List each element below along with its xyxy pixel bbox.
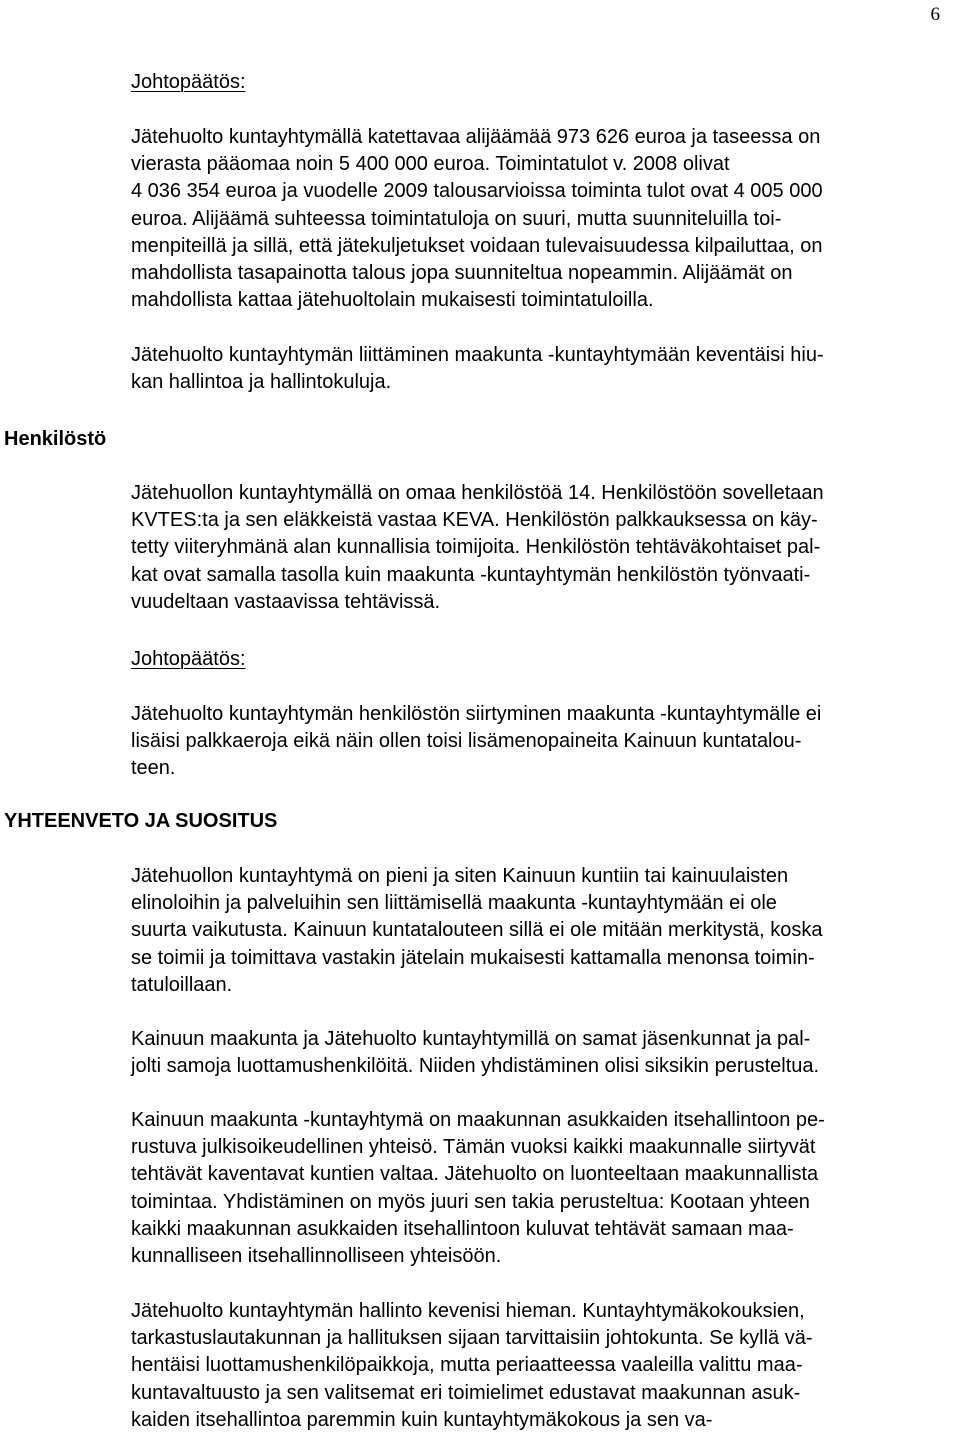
conclusion-heading: Johtopäätös: <box>131 71 246 93</box>
summary-paragraph-1: Jätehuollon kuntayhtymä on pieni ja siten Kainuun kuntiin tai kainuulaisten elinoloihin ja palveluihin sen liittämisellä maakunta -kuntayhtymään ei ole suurta vaikutusta. Kainuun kuntatalouteen sillä ei ole mitään merkitystä, koska se toimii ja toimittava vastakin jätelain mukaisesti kattamalla menonsa toimin- tatuloillaan. <box>131 865 823 996</box>
staff-paragraph: Jätehuollon kuntayhtymällä on omaa henkilöstöä 14. Henkilöstöön sovelletaan KVTES:ta ja sen eläkkeistä vastaa KEVA. Henkilöstön palkkauksessa on käy- tetty viiteryhmänä alan kunnallisia toimijoita. Henkilöstön tehtäväkohtaiset pal- kat ovat samalla tasolla kuin maakunta -kuntayhtymän henkilöstön työnvaati- vuudeltaan vastaavissa tehtävissä. <box>131 482 824 613</box>
section-heading-summary: YHTEENVETO JA SUOSITUS <box>4 810 278 832</box>
section-heading-henkilosto: Henkilöstö <box>4 428 107 450</box>
staff-conclusion-paragraph: Jätehuolto kuntayhtymän henkilöstön siirtyminen maakunta -kuntayhtymälle ei lisäisi palkkaeroja eikä näin ollen toisi lisämenopaineita Kainuun kuntatalou- teen. <box>131 703 822 780</box>
finance-conclusion-paragraph: Jätehuolto kuntayhtymällä katettavaa alijäämää 973 626 euroa ja taseessa on vierasta pääomaa noin 5 400 000 euroa. Toimintatulot v. 2008 olivat 4 036 354 euroa ja vuodelle 2009 talousarvioissa toiminta tulot ovat 4 005 000 euroa. Alijäämä suhteessa toimintatuloja on suuri, mutta suunniteluilla toi- menpiteillä ja sillä, että jätekuljetukset voidaan tulevaisuudessa kilpailuttaa, on mahdollista tasapainotta talous jopa suunniteltua nopeammin. Alijäämät on mahdollista kattaa jätehuoltolain mukaisesti toimintatuloilla. <box>131 126 823 312</box>
conclusion-heading: Johtopäätös: <box>131 648 246 670</box>
admin-costs-paragraph: Jätehuolto kuntayhtymän liittäminen maakunta -kuntayhtymään keventäisi hiu- kan hallintoa ja hallintokuluja. <box>131 344 824 394</box>
page-number: 6 <box>930 4 940 25</box>
summary-paragraph-2: Kainuun maakunta ja Jätehuolto kuntayhtymillä on samat jäsenkunnat ja pal- jolti samoja luottamushenkilöitä. Niiden yhdistäminen olisi siksikin perusteltua. <box>131 1028 820 1078</box>
summary-paragraph-4: Jätehuolto kuntayhtymän hallinto kevenisi hieman. Kuntayhtymäkokouksien, tarkastuslautakunnan ja hallituksen sijaan tarvittaisiin johtokunta. Se kyllä vä- hentäisi luottamushenkilöpaikkoja, mutta periaatteessa vaaleilla valittu maa- kuntavaltuusto ja sen valitsemat eri toimielimet edustavat maakunnan asuk- kaiden itsehallintoa paremmin kuin kuntayhtymäkokous ja sen va- <box>131 1300 813 1431</box>
summary-paragraph-3: Kainuun maakunta -kuntayhtymä on maakunnan asukkaiden itsehallintoon pe- rustuva julkisoikeudellinen yhteisö. Tämän vuoksi kaikki maakunnalle siirtyvät tehtävät kaventavat kuntien valtaa. Jätehuolto on luonteeltaan maakunnallista toimintaa. Yhdistäminen on myös juuri sen takia perusteltua: Kootaan yhteen kaikki maakunnan asukkaiden itsehallintoon kuluvat tehtävät samaan maa- kunnalliseen itsehallinnolliseen yhteisöön. <box>131 1109 825 1268</box>
